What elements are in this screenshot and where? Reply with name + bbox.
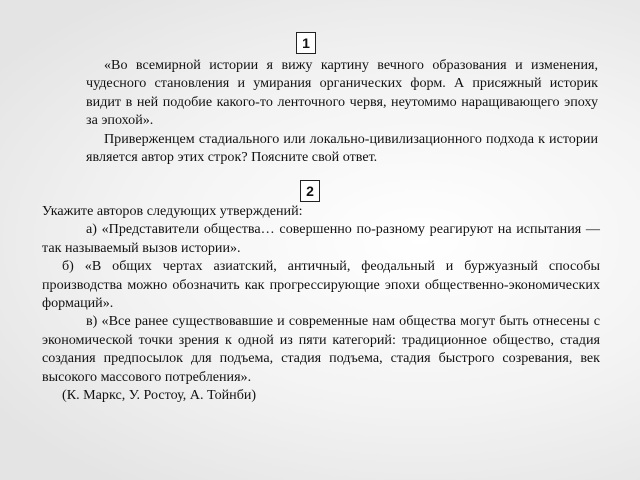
task-1-quote: «Во всемирной истории я вижу картину вечного образования и изменения, чудесного становления и умирания органических форм. А присяжный историк видит в ней подобие какого-то ленточного червя, неутомимо наращивающего эпоху за эпохой». xyxy=(86,57,598,129)
task-2-intro: Укажите авторов следующих утверждений: xyxy=(42,203,303,219)
task-number-1: 1 xyxy=(296,32,316,54)
task-2-item-b: б) «В общих чертах азиатский, античный, феодальный и буржуазный способы производства можно обозначить как прогрессирующие эпохи общественно-экономических формаций». xyxy=(42,258,600,312)
task-2-item-c: в) «Все ранее существовавшие и современные нам общества могут быть отнесены с экономической точки зрения к одной из пяти категорий: традиционное общество, стадия создания предпосылок для подъема, стадия подъема, стадия быстрого созревания, век высокого массового потребления». xyxy=(42,313,600,385)
task-1-text xyxy=(86,56,598,166)
task-2-authors: (К. Маркс, У. Ростоу, А. Тойнби) xyxy=(62,387,257,404)
task-2-text xyxy=(42,202,600,404)
task-number-2: 2 xyxy=(300,180,320,202)
task-2-item-a: а) «Представители общества… совершенно по-разному реагируют на испытания — так называемый вызов истории». xyxy=(42,221,600,256)
task-1-question: Приверженцем стадиального или локально-цивилизационного подхода к истории является автор этих строк? Поясните свой ответ. xyxy=(86,130,598,166)
